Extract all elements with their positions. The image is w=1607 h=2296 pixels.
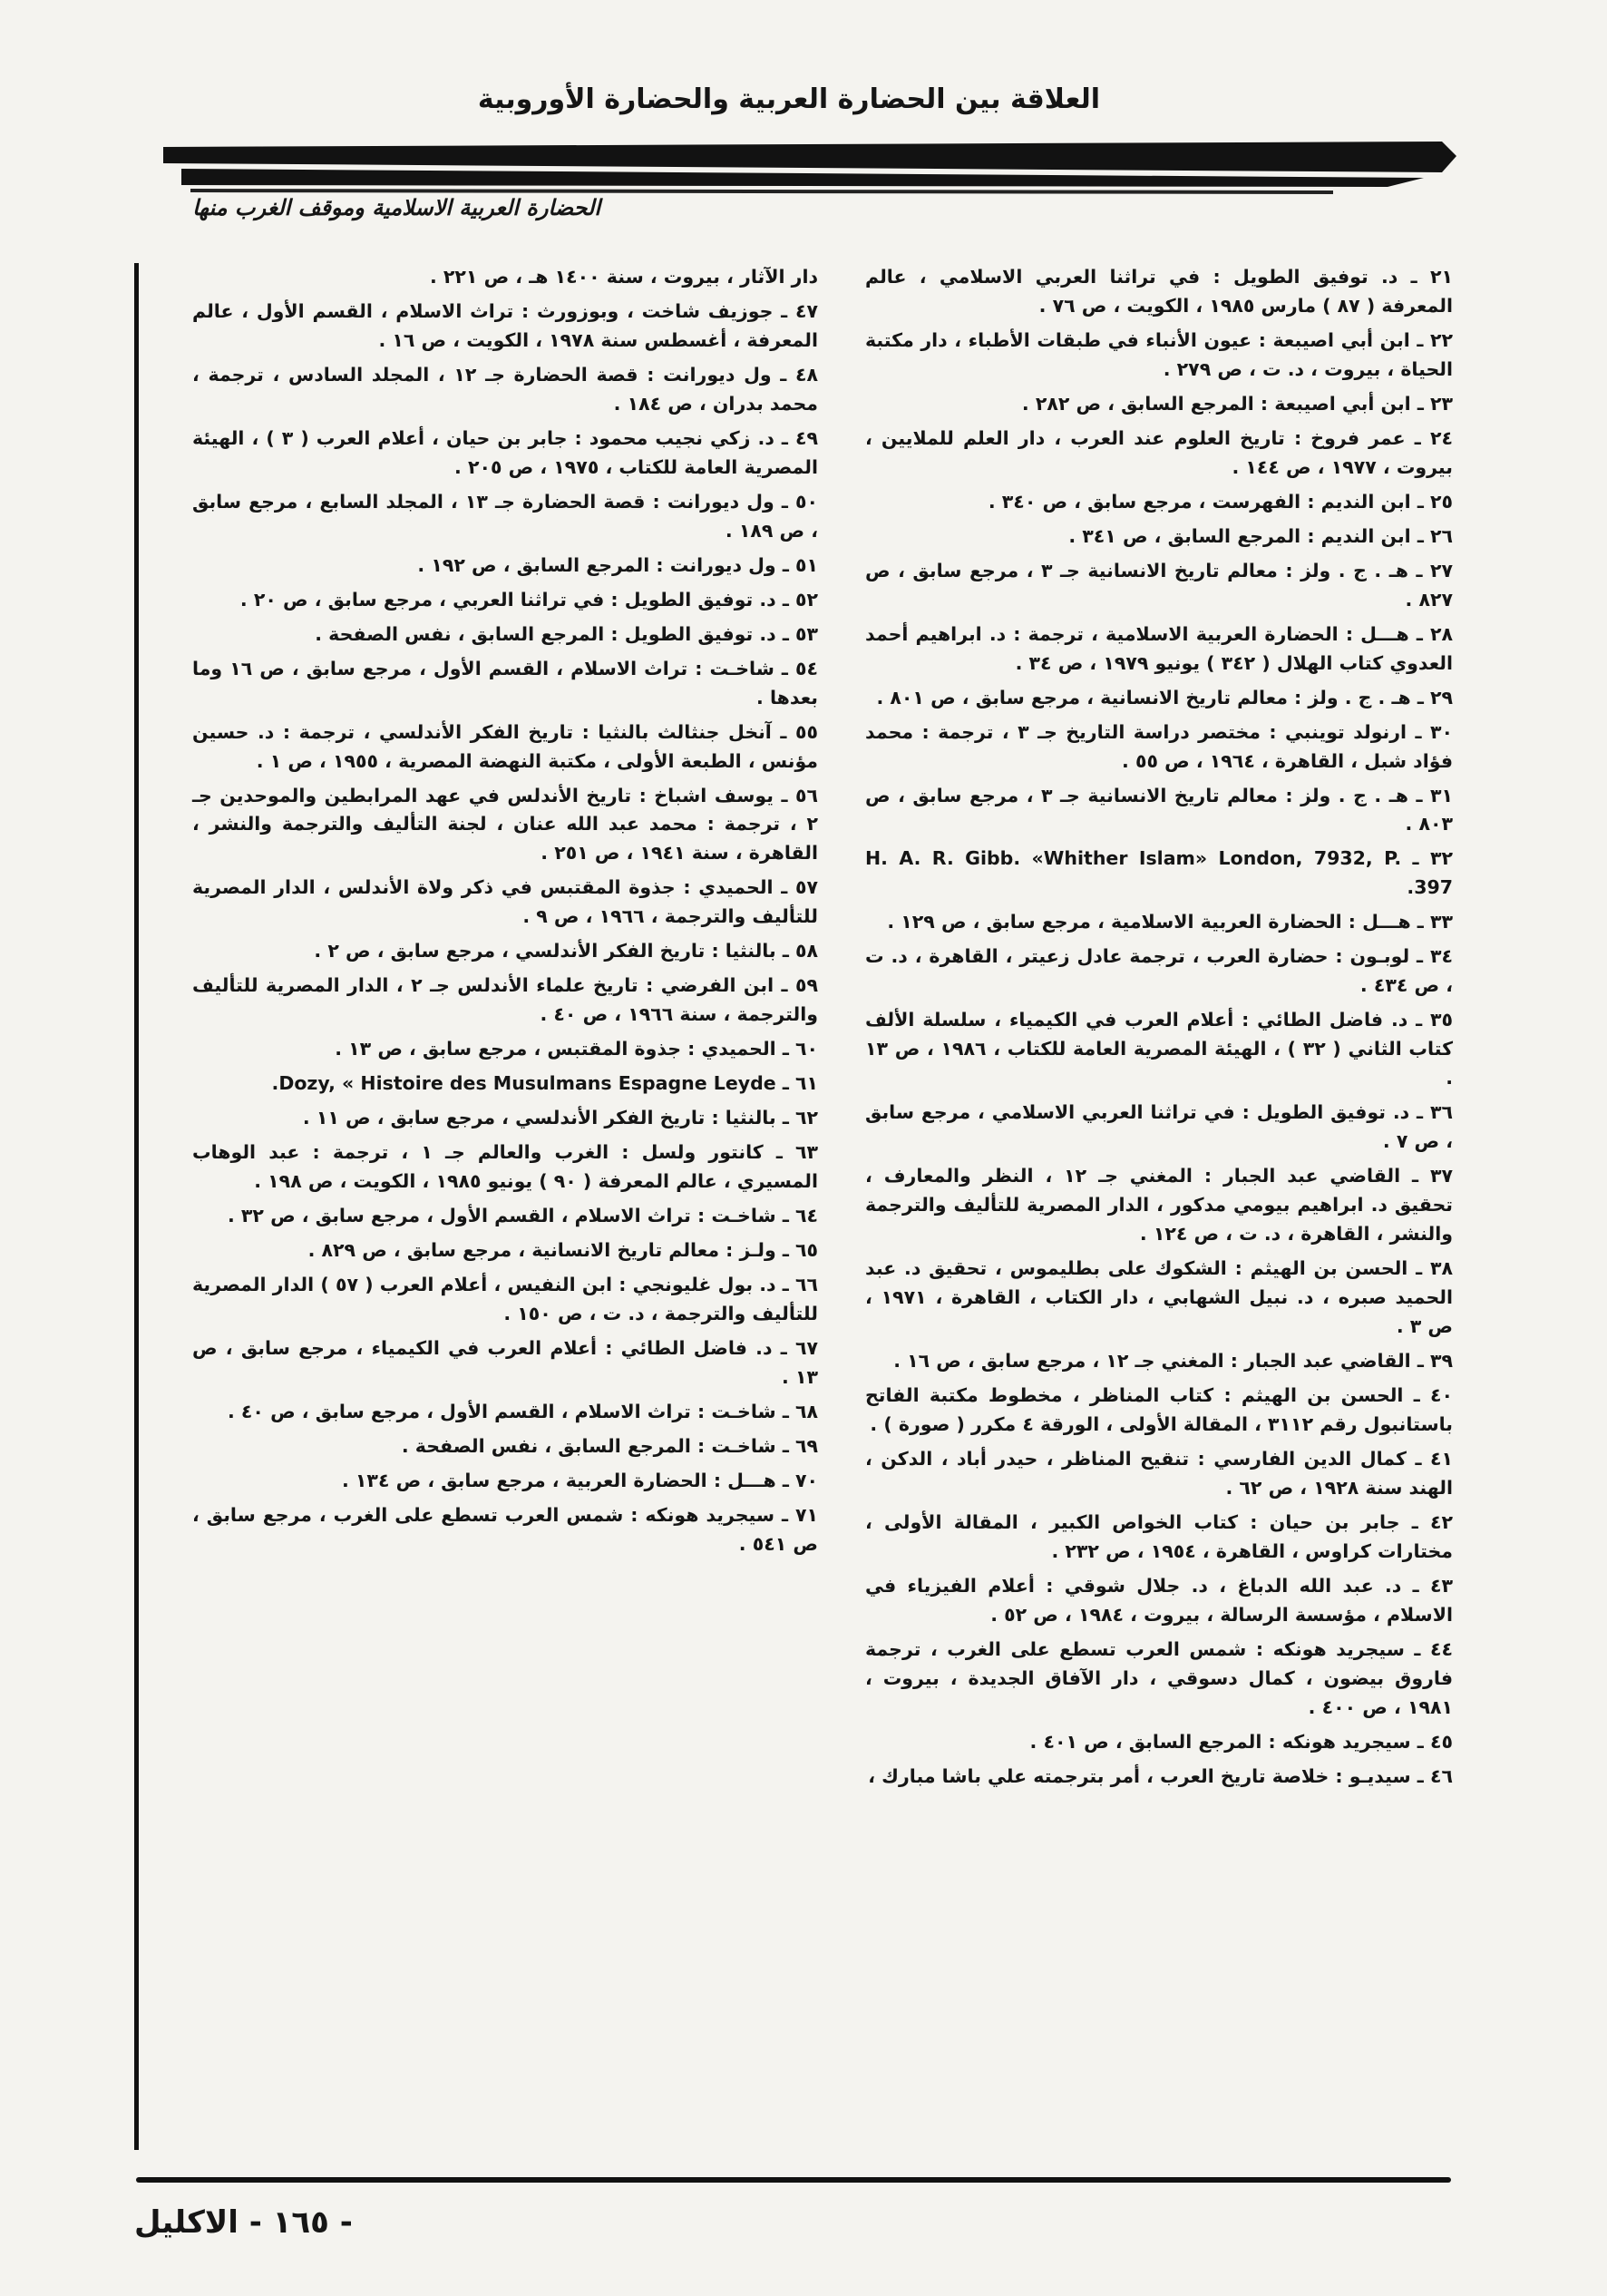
footnote-entry: ٥٠ ـ ول ديورانت : قصة الحضارة جـ ١٣ ، المجلد السابع ، مرجع سابق ، ص ١٨٩ . [192, 490, 819, 542]
footnote-entry: ٥٦ ـ يوسف اشباخ : تاريخ الأندلس في عهد المرابطين والموحدين جـ ٢ ، ترجمة : محمد عبد الله عنان ، لجنة التأليف والترجمة والنشر ، القاهرة ، سنة ١٩٤١ ، ص ٢٥١ . [192, 784, 818, 865]
footnote-entry: ٣٩ ـ القاضي عبد الجبار : المغني جـ ١٢ ، مرجع سابق ، ص ١٦ . [893, 1349, 1453, 1372]
footnotes-right-column [865, 263, 1453, 1797]
footnote-entry: ٤٣ ـ د. عبد الله الدباغ ، د. جلال شوقي : أعلام الفيزياء في الاسلام ، مؤسسة الرسالة ، بيروت ، ١٩٨٤ ، ص ٥٢ . [865, 1574, 1453, 1626]
footnote-entry: ٢٧ ـ هـ . ج . ولز : معالم تاريخ الانسانية جـ ٣ ، مرجع سابق ، ص ٨٢٧ . [865, 559, 1454, 611]
footnote-entry: ٣٤ ـ لوبـون : حضارة العرب ، ترجمة عادل زعيتر ، القاهرة ، د. ت ، ص ٤٣٤ . [865, 945, 1453, 997]
footnote-entry: ٣٢ ـ H. A. R. Gibb. «Whither Islam» London, 7932, P. 397. [865, 847, 1453, 899]
footnote-entry: ٢٩ ـ هـ . ج . ولز : معالم تاريخ الانسانية ، مرجع سابق ، ص ٨٠١ . [876, 686, 1453, 708]
footnote-entry: ٦٤ ـ شاخـت : تراث الاسلام ، القسم الأول ، مرجع سابق ، ص ٣٢ . [227, 1205, 818, 1227]
footnote-entry: ٦٣ ـ كانتور ولسل : الغرب والعالم جـ ١ ، ترجمة : عبد الوهاب المسيري ، عالم المعرفة ( ٩٠ ) يونيو ١٩٨٥ ، الكويت ، ص ١٩٨ . [192, 1141, 818, 1193]
footnote-entry: ٧١ ـ سيجريد هونكه : شمس العرب تسطع على الغرب ، مرجع سابق ، ص ٥٤١ . [192, 1503, 818, 1555]
footnote-entry: ٢٢ ـ ابن أبي اصيبعة : عيون الأنباء في طبقات الأطباء ، دار مكتبة الحياة ، بيروت ، د. ت ، ص ٢٧٩ . [865, 328, 1453, 380]
footnote-entry: ٣٣ ـ هـــل : الحضارة العربية الاسلامية ، مرجع سابق ، ص ١٢٩ . [887, 911, 1453, 933]
footnote-entry: ٦٠ ـ الحميدي : جذوة المقتبس ، مرجع سابق ، ص ١٣ . [335, 1038, 818, 1060]
footnote-entry: ٦٨ ـ شاخـت : تراث الاسلام ، القسم الأول ، مرجع سابق ، ص ٤٠ . [227, 1400, 818, 1422]
footnote-entry: ٣٨ ـ الحسن بن الهيثم : الشكوك على بطليموس ، تحقيق د. عبد الحميد صبره ، د. نبيل الشهابي ، دار الكتاب ، القاهرة ، ١٩٧١ ، ص ٣ . [865, 1257, 1453, 1337]
footnote-entry: ٢٨ ـ هـــل : الحضارة العربية الاسلامية ، ترجمة : د. ابراهيم أحمد العدوي كتاب الهلال ( ٣٤٢ ) يونيو ١٩٧٩ ، ص ٣٤ . [865, 622, 1453, 674]
section-title: الحضارة العربية الاسلامية وموقف الغرب منها [192, 194, 600, 220]
running-title: العلاقة بين الحضارة العربية والحضارة الأوروبية [477, 83, 1101, 115]
footer-rule [136, 2177, 1451, 2183]
footnote-entry: ٥١ ـ ول ديورانت : المرجع السابق ، ص ١٩٢ . [417, 553, 818, 576]
footnote-entry: ٥٥ ـ آنخل جنثالث بالنثيا : تاريخ الفكر الأندلسي ، ترجمة : د. حسين مؤنس ، الطبعة الأولى ، مكتبة النهضة المصرية ، ١٩٥٥ ، ص ١ . [192, 720, 818, 772]
footnote-entry: ٣١ ـ هـ . ج . ولز : معالم تاريخ الانسانية جـ ٣ ، مرجع سابق ، ص ٨٠٣ . [865, 784, 1454, 835]
footnote-entry: ٥٨ ـ بالنثيا : تاريخ الفكر الأندلسي ، مرجع سابق ، ص ٢ . [314, 940, 818, 962]
footnote-entry: ٤٩ ـ د. زكي نجيب محمود : جابر بن حيان ، أعلام العرب ( ٣ ) ، الهيئة المصرية العامة للكتاب ، ١٩٧٥ ، ص ٢٠٥ . [192, 426, 818, 478]
footnote-entry: ٥٢ ـ د. توفيق الطويل : في تراثنا العربي ، مرجع سابق ، ص ٢٠ . [239, 588, 818, 611]
footnote-entry: ٦٢ ـ بالنثيا : تاريخ الفكر الأندلسي ، مرجع سابق ، ص ١١ . [302, 1107, 818, 1129]
page-footer: الاكليل - ١٦٥ - [134, 2204, 353, 2241]
footnote-entry: ٣٦ ـ د. توفيق الطويل : في تراثنا العربي الاسلامي ، مرجع سابق ، ص ٧ . [865, 1101, 1453, 1153]
footnote-entry: ٦٩ ـ شاخـت : المرجع السابق ، نفس الصفحة . [401, 1434, 818, 1457]
footnote-entry: ٣٠ ـ ارنولد توينبي : مختصر دراسة التاريخ جـ ٣ ، ترجمة : محمد فؤاد شبل ، القاهرة ، ١٩٦٤ ، ص ٥٥ . [865, 720, 1453, 772]
footnote-entry: ٢٤ ـ عمر فروخ : تاريخ العلوم عند العرب ، دار العلم للملايين ، بيروت ، ١٩٧٧ ، ص ١٤٤ . [865, 426, 1453, 478]
footnote-entry: ٦١ ـ Dozy, « Histoire des Musulmans Espagne Leyde. [271, 1072, 818, 1095]
footnote-entry: ٢٣ ـ ابن أبي اصيبعة : المرجع السابق ، ص ٢٨٢ . [1021, 392, 1453, 415]
footnote-entry: ٧٠ ـ هـــل : الحضارة العربية ، مرجع سابق ، ص ١٣٤ . [341, 1469, 818, 1491]
footnote-entry: ٤٧ ـ جوزيف شاخت ، وبوزورث : تراث الاسلام ، القسم الأول ، عالم المعرفة ، أغسطس سنة ١٩٧٨ ، الكويت ، ص ١٦ . [192, 299, 818, 351]
footnote-entry: ٦٧ ـ د. فاضل الطائي : أعلام العرب في الكيمياء ، مرجع سابق ، ص ١٣ . [192, 1336, 818, 1388]
header-rule [154, 136, 1460, 200]
footnote-entry: ٤٥ ـ سيجريد هونكه : المرجع السابق ، ص ٤٠١ . [1029, 1730, 1453, 1753]
footnote-entry: ٤١ ـ كمال الدين الفارسي : تنقيح المناظر ، حيدر أباد ، الدكن ، الهند سنة ١٩٢٨ ، ص ٦٢ . [865, 1447, 1453, 1499]
footnote-entry: ٤٨ ـ ول ديورانت : قصة الحضارة جـ ١٢ ، المجلد السادس ، ترجمة ، محمد بدران ، ص ١٨٤ . [192, 363, 818, 415]
footnote-entry: ٣٥ ـ د. فاضل الطائي : أعلام العرب في الكيمياء ، سلسلة الألف كتاب الثاني ( ٣٢ ) ، الهيئة المصرية العامة للكتاب ، ١٩٨٦ ، ص ١٣ . [865, 1009, 1453, 1089]
footnotes-left-column [192, 263, 818, 1565]
journal-name: الاكليل [134, 2204, 239, 2241]
column-rule [134, 263, 139, 2150]
footnote-entry: دار الآثار ، بيروت ، سنة ١٤٠٠ هـ ، ص ٢٢١ . [429, 266, 818, 288]
page-number: ١٦٥ [272, 2204, 329, 2241]
footnote-entry: ٤٢ ـ جابر بن حيان : كتاب الخواص الكبير ، المقالة الأولى ، مختارات كراوس ، القاهرة ، ١٩٥٤ ، ص ٢٣٢ . [865, 1510, 1453, 1562]
footnote-entry: ٤٦ ـ سيديـو : خلاصة تاريخ العرب ، أمر بترجمته علي باشا مبارك ، [868, 1764, 1453, 1787]
footnote-entry: ٢٥ ـ ابن النديم : الفهرست ، مرجع سابق ، ص ٣٤٠ . [988, 490, 1453, 513]
footnote-entry: ٥٤ ـ شاخـت : تراث الاسلام ، القسم الأول ، مرجع سابق ، ص ١٦ وما بعدها . [192, 657, 818, 708]
footnote-entry: ٥٧ ـ الحميدي : جذوة المقتبس في ذكر ولاة الأندلس ، الدار المصرية للتأليف والترجمة ، ١٩٦٦ ، ص ٩ . [192, 876, 818, 928]
footnote-entry: ٤٠ ـ الحسن بن الهيثم : كتاب المناظر ، مخطوط مكتبة الفاتح باستانبول رقم ٣١١٢ ، المقالة الأولى ، الورقة ٤ مكرر ( صورة ) . [865, 1383, 1453, 1435]
footnote-entry: ٣٧ ـ القاضي عبد الجبار : المغني جـ ١٢ ، النظر والمعارف ، تحقيق د. ابراهيم بيومي مدكور ، الدار المصرية للتأليف والترجمة والنشر ، القاهرة ، د. ت ، ص ١٢٤ . [865, 1165, 1453, 1246]
footnote-entry: ٦٥ ـ ولـز : معالم تاريخ الانسانية ، مرجع سابق ، ص ٨٢٩ . [307, 1239, 818, 1262]
footnote-entry: ٥٩ ـ ابن الفرضي : تاريخ علماء الأندلس جـ ٢ ، الدار المصرية للتأليف والترجمة ، سنة ١٩٦٦ ، ص ٤٠ . [192, 974, 819, 1026]
footnote-entry: ٦٦ ـ د. بول غليونجي : ابن النفيس ، أعلام العرب ( ٥٧ ) الدار المصرية للتأليف والترجمة ، د. ت ، ص ١٥٠ . [192, 1274, 818, 1324]
footnote-entry: ٤٤ ـ سيجريد هونكه : شمس العرب تسطع على الغرب ، ترجمة فاروق بيضون ، كمال دسوقي ، دار الآفاق الجديدة ، بيروت ، ١٩٨١ ، ص ٤٠٠ . [865, 1637, 1453, 1718]
footnote-entry: ٢٦ ـ ابن النديم : المرجع السابق ، ص ٣٤١ . [1068, 524, 1453, 547]
footnote-entry: ٥٣ ـ د. توفيق الطويل : المرجع السابق ، نفس الصفحة . [315, 622, 818, 645]
footnote-entry: ٢١ ـ د. توفيق الطويل : في تراثنا العربي الاسلامي ، عالم المعرفة ( ٨٧ ) مارس ١٩٨٥ ، الكويت ، ص ٧٦ . [865, 266, 1453, 317]
